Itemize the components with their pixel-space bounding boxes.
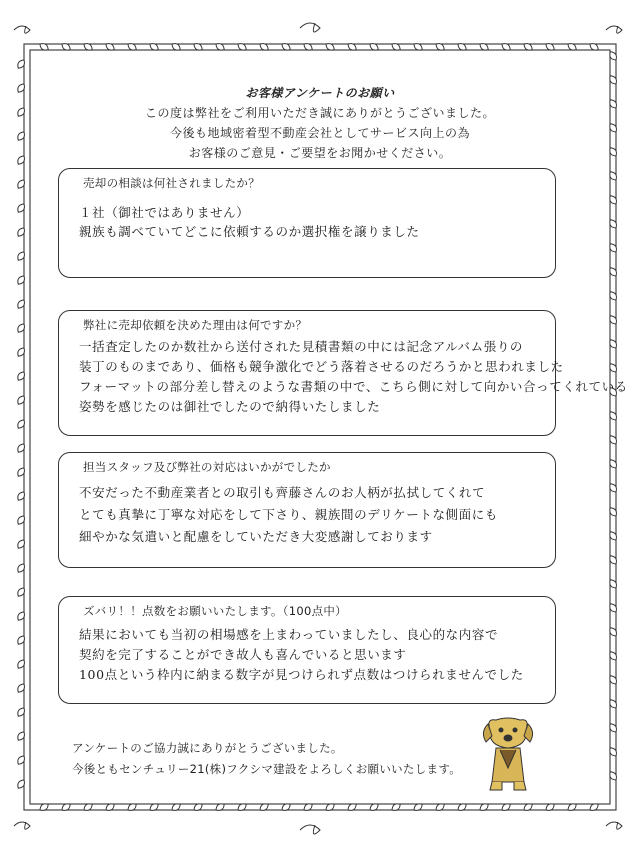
vine-leaf — [16, 346, 27, 358]
dog-mascot-icon — [478, 712, 538, 792]
vine-leaf — [478, 802, 490, 813]
vine-leaf — [566, 42, 578, 53]
vine-leaf — [104, 42, 116, 53]
vine-leaf — [478, 42, 490, 53]
vine-leaf — [148, 42, 160, 53]
vine-leaf — [280, 42, 292, 53]
vine-leaf — [608, 770, 619, 782]
vine-leaf — [60, 802, 72, 813]
vine-leaf — [192, 802, 204, 813]
vine-leaf — [608, 314, 619, 326]
vine-leaf — [608, 602, 619, 614]
vine-leaf — [522, 42, 534, 53]
footer-thanks: アンケートのご協力誠にありがとうございました。 — [72, 741, 343, 755]
question-2-text: 弊社に売却依頼を決めた理由は何ですか？ — [83, 318, 308, 332]
vine-leaf — [214, 802, 226, 813]
vine-leaf — [608, 506, 619, 518]
survey-title: お客様アンケートのお願い — [245, 86, 395, 100]
vine-leaf — [280, 802, 292, 813]
vine-leaf — [608, 410, 619, 422]
vine-leaf — [522, 802, 534, 813]
vine-curl — [606, 822, 622, 829]
question-1-text: 売却の相談は何社されましたか？ — [83, 176, 260, 190]
vine-leaf — [16, 514, 27, 526]
vine-leaf — [16, 250, 27, 262]
answer-1-line-2: 親族も調べていてどこに依頼するのか選択権を譲りました — [79, 224, 420, 239]
answer-2-line-4: 姿勢を感じたのは御社でしたので納得いたしました — [79, 399, 381, 414]
vine-leaf — [566, 802, 578, 813]
vine-leaf — [608, 698, 619, 710]
answer-4-line-1: 結果においても当初の相場感を上まわっていましたし、良心的な内容で — [79, 627, 499, 642]
vine-leaf — [104, 802, 116, 813]
vine-leaf — [38, 802, 50, 813]
footer-company: 今後ともセンチュリー21(株)フクシマ建設をよろしくお願いいたします。 — [72, 762, 461, 776]
answer-4-line-2: 契約を完了することができ故人も喜んでいると思います — [79, 647, 407, 662]
vine-leaf — [608, 530, 619, 542]
vine-leaf — [16, 274, 27, 286]
vine-leaf — [170, 802, 182, 813]
vine-leaf — [390, 802, 402, 813]
vine-leaf — [456, 42, 468, 53]
vine-leaf — [608, 434, 619, 446]
vine-leaf — [588, 42, 600, 53]
question-box-3 — [58, 452, 556, 568]
vine-curl — [14, 26, 30, 33]
vine-leaf — [16, 178, 27, 190]
vine-leaf — [608, 218, 619, 230]
intro-line-2: 今後も地域密着型不動産会社としてサービス向上の為 — [169, 126, 470, 140]
intro-line-1: この度は弊社をご利用いただき誠にありがとうございました。 — [144, 106, 495, 120]
vine-leaf — [16, 658, 27, 670]
vine-leaf — [82, 42, 94, 53]
vine-leaf — [16, 418, 27, 430]
answer-3-line-1: 不安だった不動産業者との取引も齊藤さんのお人柄が払拭してくれて — [79, 485, 486, 500]
vine-leaf — [346, 802, 358, 813]
vine-leaf — [608, 170, 619, 182]
vine-leaf — [16, 442, 27, 454]
vine-leaf — [588, 802, 600, 813]
vine-leaf — [16, 730, 27, 742]
vine-leaf — [16, 322, 27, 334]
vine-leaf — [126, 42, 138, 53]
vine-leaf — [236, 42, 248, 53]
vine-leaf — [16, 538, 27, 550]
vine-leaf — [346, 42, 358, 53]
vine-leaf — [500, 802, 512, 813]
answer-3-line-3: 細やかな気遣いと配慮をしていただき大変感謝しております — [79, 529, 433, 544]
question-box-1 — [58, 168, 556, 278]
answer-4-line-3: 100点という枠内に納まる数字が見つけられず点数はつけられませんでした — [79, 667, 524, 682]
vine-leaf — [82, 802, 94, 813]
question-box-4 — [58, 596, 556, 704]
vine-leaf — [608, 746, 619, 758]
vine-leaf — [60, 42, 72, 53]
vine-leaf — [608, 458, 619, 470]
intro-line-3: お客様のご意見・ご要望をお聞かせください。 — [188, 146, 452, 160]
answer-1-line-1: １社（御社ではありません） — [79, 205, 250, 220]
vine-curl — [14, 822, 30, 829]
vine-leaf — [16, 394, 27, 406]
vine-leaf — [608, 242, 619, 254]
vine-leaf — [302, 802, 314, 813]
vine-leaf — [608, 722, 619, 734]
vine-leaf — [16, 58, 27, 70]
vine-leaf — [170, 42, 182, 53]
vine-leaf — [544, 802, 556, 813]
vine-leaf — [16, 562, 27, 574]
vine-leaf — [412, 42, 424, 53]
vine-curl — [300, 825, 320, 834]
vine-leaf — [324, 42, 336, 53]
vine-leaf — [16, 754, 27, 766]
vine-leaf — [608, 578, 619, 590]
vine-leaf — [214, 42, 226, 53]
vine-leaf — [544, 42, 556, 53]
vine-curl — [606, 26, 622, 33]
vine-leaf — [608, 554, 619, 566]
vine-leaf — [38, 42, 50, 53]
vine-leaf — [608, 290, 619, 302]
vine-leaf — [324, 802, 336, 813]
question-4-text: ズバリ！！点数をお願いいたします。（100点中） — [83, 604, 347, 618]
vine-leaf — [148, 802, 160, 813]
vine-leaf — [434, 42, 446, 53]
vine-leaf — [390, 42, 402, 53]
vine-leaf — [16, 490, 27, 502]
vine-leaf — [608, 674, 619, 686]
vine-leaf — [192, 42, 204, 53]
vine-leaf — [412, 802, 424, 813]
vine-leaf — [608, 194, 619, 206]
vine-leaf — [608, 50, 619, 62]
vine-leaf — [302, 42, 314, 53]
vine-leaf — [608, 626, 619, 638]
vine-leaf — [258, 42, 270, 53]
answer-2-line-2: 装丁のものまであり、価格も競争激化でどう落着させるのだろうかと思われました — [79, 359, 564, 374]
vine-leaf — [16, 682, 27, 694]
vine-leaf — [16, 298, 27, 310]
vine-leaf — [608, 362, 619, 374]
vine-leaf — [16, 610, 27, 622]
answer-2-line-1: 一括査定したのか数社から送付された見積書類の中には記念アルバム張りの — [79, 339, 524, 354]
vine-leaf — [236, 802, 248, 813]
answer-3-line-2: とても真摯に丁寧な対応をして下さり、親族間のデリケートな側面にも — [79, 507, 498, 522]
vine-leaf — [608, 650, 619, 662]
vine-curl — [300, 23, 320, 32]
vine-leaf — [434, 802, 446, 813]
vine-leaf — [16, 706, 27, 718]
vine-leaf — [126, 802, 138, 813]
vine-leaf — [16, 226, 27, 238]
vine-leaf — [608, 266, 619, 278]
vine-leaf — [368, 802, 380, 813]
vine-leaf — [16, 586, 27, 598]
vine-leaf — [16, 466, 27, 478]
vine-leaf — [500, 42, 512, 53]
vine-leaf — [16, 778, 27, 790]
vine-leaf — [456, 802, 468, 813]
answer-2-line-3: フォーマットの部分差し替えのような書類の中で、こちら側に対して向かい合ってくれている — [79, 379, 628, 394]
question-box-2 — [58, 310, 628, 436]
question-3-text: 担当スタッフ及び弊社の対応はいかがでしたか — [83, 460, 331, 474]
vine-leaf — [258, 802, 270, 813]
vine-leaf — [16, 370, 27, 382]
vine-leaf — [608, 482, 619, 494]
vine-leaf — [16, 202, 27, 214]
vine-leaf — [368, 42, 380, 53]
vine-leaf — [16, 634, 27, 646]
vine-leaf — [608, 338, 619, 350]
